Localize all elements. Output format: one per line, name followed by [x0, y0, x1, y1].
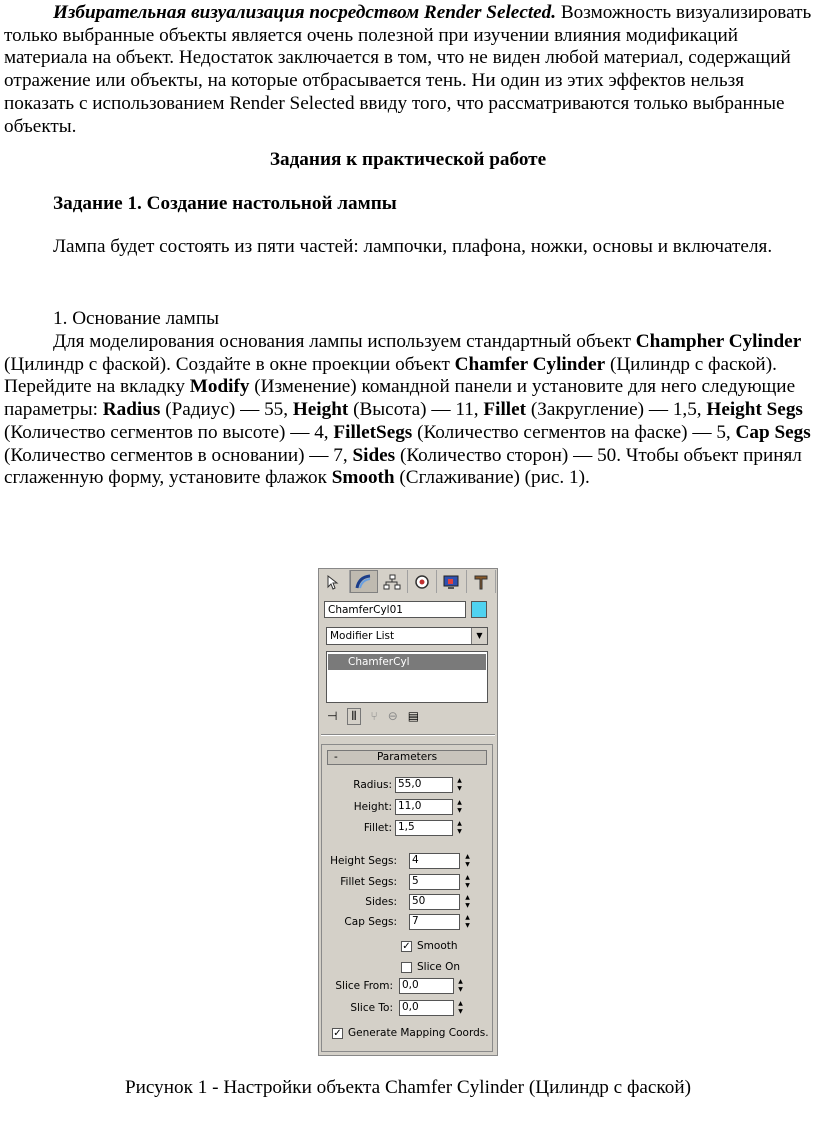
cap-segs-label: Cap Segs: [344, 916, 397, 928]
fillet-segs-label: Fillet Segs: [340, 876, 397, 888]
body-term-bold: Cap Segs [735, 421, 811, 443]
body-text-run: (Цилиндр с фаской). Создайте в окне проекции объект [4, 353, 455, 375]
modify-tab-icon[interactable] [350, 570, 379, 593]
remove-modifier-icon[interactable]: ⊖ [387, 709, 398, 723]
modifier-list-dropdown[interactable] [326, 627, 488, 645]
body-term-bold: Champher Cylinder [635, 331, 802, 352]
make-unique-icon[interactable]: ⑂ [370, 709, 378, 723]
body-text-run: (Сглаживание) (рис. 1). [394, 467, 590, 489]
fillet-input[interactable]: 1,5 [395, 820, 453, 836]
param-row-height-segs [322, 853, 492, 869]
body-text-run: (Высота) — 11, [348, 399, 484, 421]
hierarchy-tab-icon[interactable] [378, 570, 408, 593]
body-text-run: (Закругление) — 1,5, [526, 399, 707, 421]
sides-spinner-icon[interactable]: ▲ ▼ [465, 894, 470, 909]
body-term-bold: FilletSegs [333, 421, 413, 443]
command-panel-tabs [320, 570, 496, 594]
body-term-bold: Smooth [331, 467, 395, 489]
modifier-stack[interactable] [326, 651, 488, 703]
task1-heading: Задание 1. Создание настольной лампы [53, 193, 397, 214]
height-segs-label: Height Segs: [330, 855, 397, 867]
slice-to-input[interactable]: 0,0 [399, 1000, 454, 1016]
sides-input[interactable]: 50 [409, 894, 460, 910]
stack-toolbar [327, 707, 487, 725]
modifier-list-label: Modifier List [330, 630, 395, 642]
generate-mapping-checkbox[interactable]: ✓ [333, 1028, 342, 1039]
object-name-field[interactable]: ChamferCyl01 [324, 601, 466, 618]
body-text-run: (Количество сегментов в основании) — 7, [4, 444, 353, 466]
motion-tab-icon[interactable] [408, 570, 438, 593]
height-label: Height: [353, 801, 392, 813]
render-selected-heading: Избирательная визуализация посредством Render Selected. [53, 2, 557, 23]
stack-item-chamfercyl[interactable]: ChamferCyl [328, 654, 486, 670]
body-term-bold: Radius [102, 399, 161, 421]
height-input[interactable]: 11,0 [395, 799, 453, 815]
height-spinner-icon[interactable]: ▲ ▼ [457, 799, 462, 814]
fillet-spinner-icon[interactable]: ▲ ▼ [457, 820, 462, 835]
radius-input[interactable]: 55,0 [395, 777, 453, 793]
rollout-title: Parameters [376, 751, 438, 763]
fillet-label: Fillet: [363, 822, 392, 834]
smooth-checkbox[interactable]: ✓ [402, 941, 411, 952]
slice-to-spinner-icon[interactable]: ▲ ▼ [458, 1000, 463, 1015]
collapse-icon[interactable]: - [334, 751, 338, 763]
figure-caption: Рисунок 1 - Настройки объекта Chamfer Cylinder (Цилиндр с фаской) [124, 1077, 692, 1098]
cap-segs-spinner-icon[interactable]: ▲ ▼ [465, 914, 470, 929]
body-text-run: Для моделирования основания лампы используем стандартный объект [53, 331, 636, 352]
slice-to-label: Slice To: [350, 1002, 393, 1014]
show-end-result-icon[interactable]: ⫴ [347, 708, 360, 725]
height-segs-spinner-icon[interactable]: ▲ ▼ [465, 853, 470, 868]
object-color-swatch[interactable] [471, 601, 487, 618]
render-selected-text: Возможность визуализировать только выбранные объекты является очень полезной при изучении влияния модификаций материала на объект. Недостаток заключается в том, что не виден любой материал, содержащий отражение или объекты, на которые отбрасывается тень. Ни один из этих эффектов нельзя показать с использованием Render Selected ввиду того, что рассматриваются только выбранные объекты. [4, 2, 812, 137]
create-tab-icon[interactable] [320, 570, 350, 593]
step1-heading: 1. Основание лампы [53, 308, 219, 329]
body-term-bold: Modify [189, 376, 250, 398]
paragraph-render-selected [4, 2, 812, 138]
param-row-slice-to [322, 1000, 492, 1016]
param-row-fillet-segs [322, 874, 492, 890]
configure-sets-icon[interactable]: ▤ [407, 709, 420, 723]
slice-from-input[interactable]: 0,0 [399, 978, 454, 994]
param-row-fillet [322, 820, 492, 836]
chevron-down-icon[interactable]: ▼ [471, 628, 487, 644]
param-row-radius [322, 777, 492, 793]
body-term-bold: Fillet [483, 399, 527, 421]
fillet-segs-spinner-icon[interactable]: ▲ ▼ [465, 874, 470, 889]
body-paragraph [4, 331, 812, 490]
body-text-run: (Изменение) командной панели и установите для него следующие параметры: [4, 376, 796, 421]
radius-label: Radius: [353, 779, 392, 791]
param-row-slice-from [322, 978, 492, 994]
body-term-bold: Chamfer Cylinder [454, 353, 606, 375]
body-term-bold: Height [292, 399, 349, 421]
slice-on-checkbox[interactable] [401, 962, 412, 973]
param-row-sides [322, 894, 492, 910]
body-term-bold: Sides [352, 444, 396, 466]
cap-segs-input[interactable]: 7 [409, 914, 460, 930]
panel-divider [321, 734, 495, 736]
smooth-label: Smooth [417, 940, 458, 952]
parameters-rollout-header[interactable] [327, 750, 487, 765]
body-text-run: (Радиус) — 55, [160, 399, 293, 421]
command-panel-figure [318, 568, 498, 1056]
slice-from-spinner-icon[interactable]: ▲ ▼ [458, 978, 463, 993]
body-text-run: (Количество сторон) — 50. Чтобы объект принял сглаженную форму, установите флажок [4, 444, 802, 489]
radius-spinner-icon[interactable]: ▲ ▼ [457, 777, 462, 792]
display-tab-icon[interactable] [437, 570, 467, 593]
parameters-rollout [321, 744, 493, 1052]
sides-label: Sides: [365, 896, 397, 908]
body-text-run: (Цилиндр с фаской). Перейдите на вкладку [4, 353, 777, 398]
fillet-segs-input[interactable]: 5 [409, 874, 460, 890]
body-term-bold: Height Segs [706, 399, 803, 421]
utilities-tab-icon[interactable] [467, 570, 497, 593]
body-text-run: (Количество сегментов на фаске) — 5, [412, 421, 736, 443]
slice-on-label: Slice On [417, 961, 460, 973]
slice-from-label: Slice From: [335, 980, 393, 992]
param-row-cap-segs [322, 914, 492, 930]
param-row-height [322, 799, 492, 815]
tasks-heading: Задания к практической работе [269, 149, 547, 170]
height-segs-input[interactable]: 4 [409, 853, 460, 869]
lamp-intro-paragraph: Лампа будет состоять из пяти частей: лампочки, плафона, ножки, основы и включателя. [53, 236, 773, 257]
pin-stack-icon[interactable]: ⊣ [327, 709, 338, 723]
generate-mapping-label: Generate Mapping Coords. [348, 1027, 489, 1039]
body-text-run: (Количество сегментов по высоте) — 4, [4, 421, 334, 443]
